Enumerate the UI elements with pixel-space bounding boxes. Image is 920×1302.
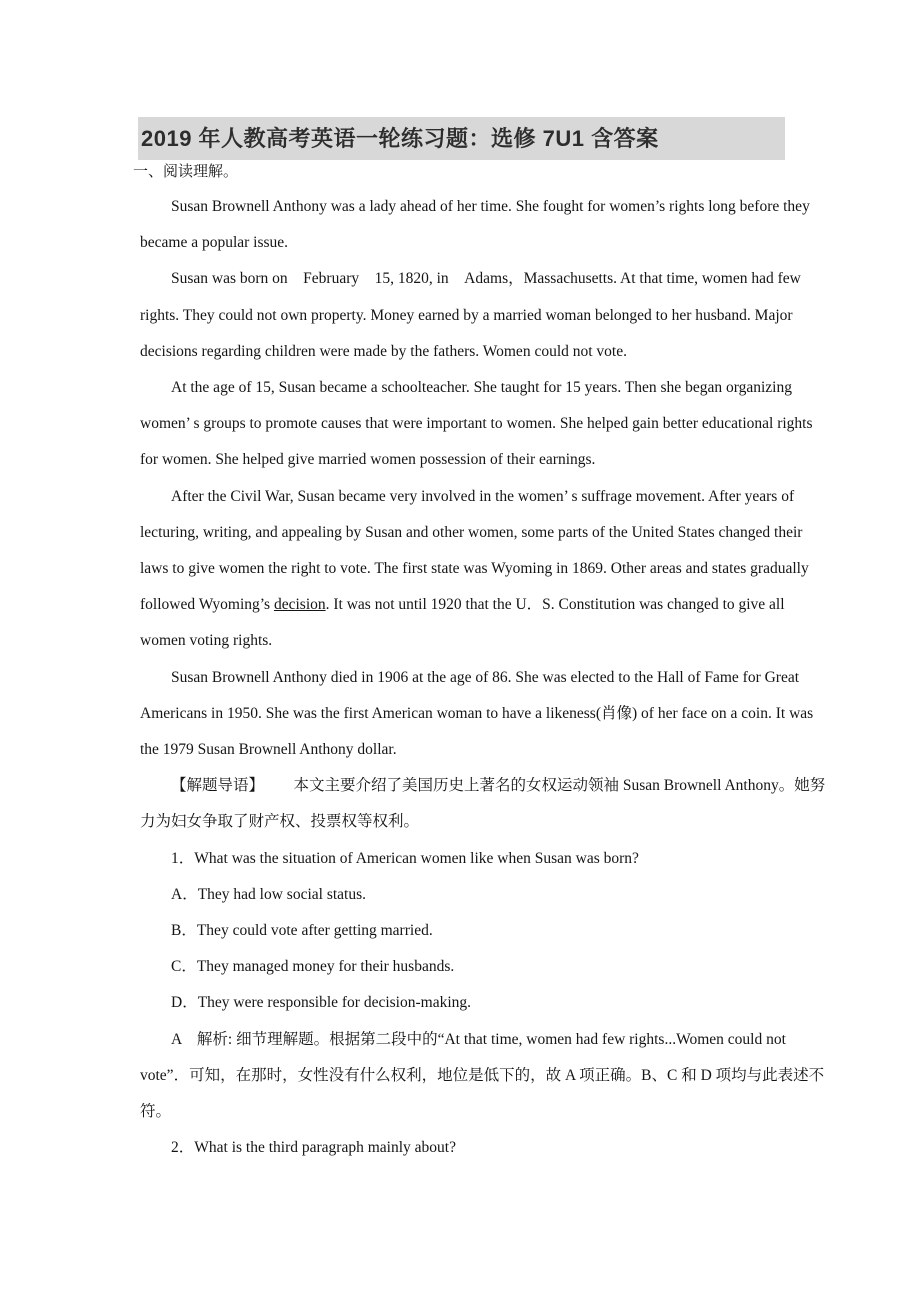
passage-paragraph-4: After the Civil War, Susan became very involved in the women’ s suffrage movement. After years of lecturing, writing, and appealing by Susan and other women, some parts of the United States changed their laws to give women the right to vote. The first state was Wyoming in 1869. Other areas and states gradually followed Wyoming’s decision. It was not until 1920 that the U．S. Constitution was changed to give all women voting rights. [140, 487, 809, 650]
question-1-number: 1． [171, 849, 195, 867]
guide-label: 【解题导语】 [171, 777, 265, 795]
passage-paragraph-5: Susan Brownell Anthony died in 1906 at the age of 86. She was elected to the Hall of Fame for Great Americans in 1950. She was the first American woman to have a likeness(肖像) of her face on a coin. It was the 1979 Susan Brownell Anthony dollar. [140, 668, 814, 759]
question-1-text: What was the situation of American women like when Susan was born? [194, 849, 639, 867]
option-a-label: A． [171, 885, 198, 903]
question-1-option-b [140, 913, 830, 949]
question-2-text: What is the third paragraph mainly about? [194, 1139, 456, 1157]
section-heading: 一、阅读理解。 [133, 164, 239, 180]
question-1-option-c [140, 949, 830, 985]
document-title: 2019 年人教高考英语一轮练习题：选修 7U1 含答案 [141, 126, 659, 151]
question-1 [140, 841, 830, 877]
title-bar [138, 117, 785, 160]
answer-explanation: 解析: 细节理解题。根据第二段中的“At that time, women had few rights...Women could not vote”．可知，在那时，女性没有什么权利，地位是低下的，故 A 项正确。B、C 和 D 项均与此表述不符。 [140, 1030, 825, 1121]
question-1-option-a [140, 877, 830, 913]
answer-letter: A [171, 1030, 183, 1048]
passage-paragraph-3: At the age of 15, Susan became a schoolteacher. She taught for 15 years. Then she began organizing women’ s groups to promote causes that were important to women. She helped gain better educational rights for women. She helped give married women possession of their earnings. [140, 379, 813, 469]
option-d-label: D． [171, 994, 198, 1012]
question-1-answer [140, 1022, 830, 1131]
option-d-text: They were responsible for decision-making. [197, 994, 472, 1012]
document-body [140, 189, 830, 1166]
option-b-text: They could vote after getting married. [196, 922, 433, 940]
passage-paragraph-1: Susan Brownell Anthony was a lady ahead of her time. She fought for women’s rights long before they became a popular issue. [140, 198, 810, 252]
guide-text: 本文主要介绍了美国历史上著名的女权运动领袖 Susan Brownell Anthony。她努力为妇女争取了财产权、投票权等权利。 [140, 777, 826, 831]
option-a-text: They had low social status. [197, 885, 367, 903]
passage-paragraph-2: Susan was born on February 15, 1820, in Adams，Massachusetts. At that time, women had few rights. They could not own property. Money earned by a married woman belonged to her husband. Major decisions regarding children were made by the fathers. Women could not vote. [140, 270, 801, 360]
option-c-text: They managed money for their husbands. [196, 958, 455, 976]
guide-note [140, 768, 830, 840]
option-b-label: B． [171, 922, 197, 940]
option-c-label: C． [171, 958, 197, 976]
question-2-number: 2． [171, 1139, 195, 1157]
question-2 [140, 1130, 830, 1166]
question-1-option-d [140, 985, 830, 1021]
